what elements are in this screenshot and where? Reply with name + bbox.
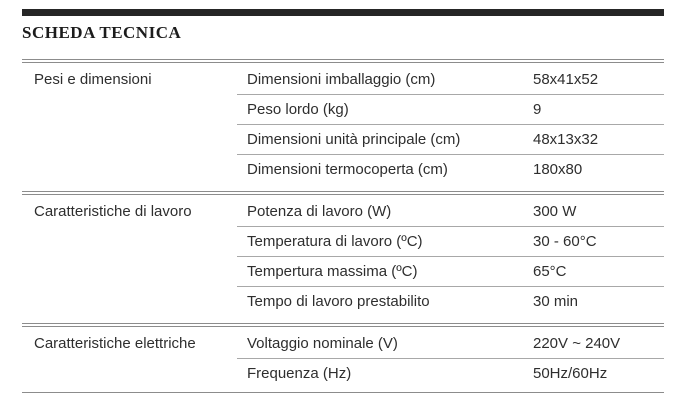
row-divider (237, 256, 664, 257)
row-divider (237, 358, 664, 359)
row-divider (237, 154, 664, 155)
page-title: SCHEDA TECNICA (22, 23, 182, 42)
row-divider (237, 124, 664, 125)
spec-value: 30 min (533, 293, 579, 310)
section-divider (22, 326, 664, 327)
spec-value: 300 W (533, 203, 577, 220)
spec-value: 50Hz/60Hz (533, 365, 608, 382)
section-name: Caratteristiche elettriche (34, 335, 196, 352)
spec-value: 9 (533, 101, 542, 118)
spec-label: Temperatura di lavoro (ºC) (247, 233, 423, 250)
row-divider (237, 286, 664, 287)
spec-value: 58x41x52 (533, 71, 599, 88)
header-rule (22, 9, 664, 16)
spec-value: 65°C (533, 263, 567, 280)
section-divider (22, 59, 664, 60)
spec-label: Frequenza (Hz) (247, 365, 352, 382)
section-divider (22, 323, 664, 324)
spec-label: Dimensioni termocoperta (cm) (247, 161, 448, 178)
spec-label: Dimensioni unità principale (cm) (247, 131, 461, 148)
spec-label: Tempertura massima (ºC) (247, 263, 418, 280)
spec-value: 48x13x32 (533, 131, 599, 148)
row-divider (237, 226, 664, 227)
spec-label: Voltaggio nominale (V) (247, 335, 398, 352)
section-divider (22, 194, 664, 195)
section-name: Caratteristiche di lavoro (34, 203, 192, 220)
section-divider (22, 62, 664, 63)
table-bottom-rule (22, 392, 664, 393)
spec-label: Peso lordo (kg) (247, 101, 349, 118)
spec-value: 180x80 (533, 161, 583, 178)
spec-label: Dimensioni imballaggio (cm) (247, 71, 436, 88)
spec-label: Potenza di lavoro (W) (247, 203, 392, 220)
section-name: Pesi e dimensioni (34, 71, 152, 88)
spec-label: Tempo di lavoro prestabilito (247, 293, 430, 310)
section-divider (22, 191, 664, 192)
spec-value: 30 - 60°C (533, 233, 597, 250)
spec-value: 220V ~ 240V (533, 335, 621, 352)
row-divider (237, 94, 664, 95)
